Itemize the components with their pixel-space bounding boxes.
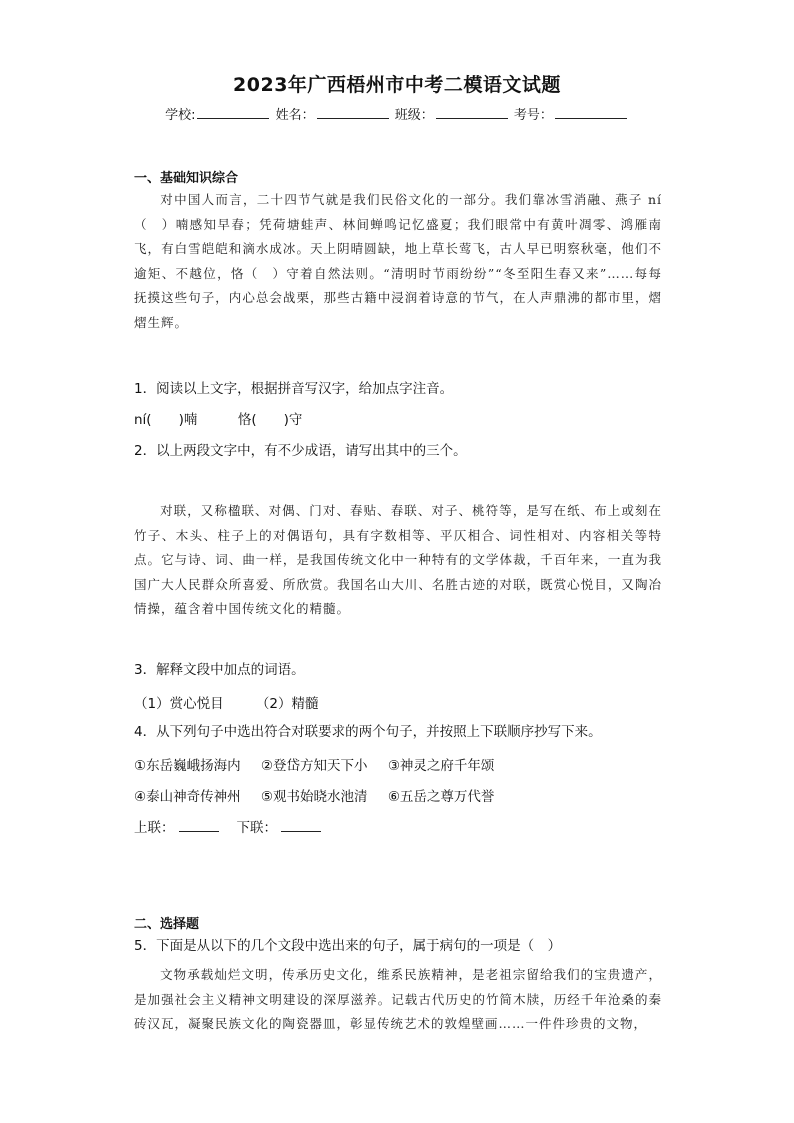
question-1: 1．阅读以上文字，根据拼音写汉字，给加点字注音。 xyxy=(134,381,454,397)
q4-answer-line xyxy=(134,816,337,836)
name-blank[interactable] xyxy=(317,107,389,119)
passage-solar-terms xyxy=(134,188,662,335)
q4-option-3: ③神灵之府千年颂 xyxy=(387,758,495,774)
question-1-answer: ní( )喃 恪( )守 xyxy=(134,412,303,428)
section-heading-basic: 一、基础知识综合 xyxy=(134,171,239,186)
question-2: 2．以上两段文字中，有不少成语，请写出其中的三个。 xyxy=(134,443,467,459)
q4-option-5: ⑤观书始晓水池清 xyxy=(260,789,368,805)
q3-item-1: （1）赏心悦目 xyxy=(134,696,224,712)
passage-solar-terms-text: 对中国人而言，二十四节气就是我们民俗文化的一部分。我们靠冰雪消融、燕子 ní（ ）喃感知早春；凭荷塘蛙声、林间蝉鸣记忆盛夏；我们眼常中有黄叶凋零、鸿雁南飞，有白雪皑皑和滴水成冰。天上阴晴圆缺，地上草长莺飞，古人早已明察秋毫，他们不逾矩、不越位，恪（ ）守着自然法则。“清明时节雨纷纷”“冬至阳生春又来”……每每抚摸这些句子，内心总会战栗，那些古籍中浸润着诗意的节气，在人声鼎沸的都市里，熠熠生辉。 xyxy=(134,192,662,330)
school-blank[interactable] xyxy=(197,107,269,119)
q4-option-1: ①东岳巍峨扬海内 xyxy=(134,758,241,774)
upper-couplet-label: 上联： xyxy=(134,820,175,836)
question-3-items xyxy=(134,692,334,712)
passage-couplets xyxy=(134,499,662,622)
q4-option-4: ④泰山神奇传神州 xyxy=(134,789,241,805)
lower-couplet-label: 下联： xyxy=(236,820,277,836)
upper-couplet-blank[interactable] xyxy=(179,821,219,832)
school-label: 学校: xyxy=(165,108,196,123)
exam-no-label: 考号： xyxy=(513,108,553,123)
lower-couplet-blank[interactable] xyxy=(281,821,321,832)
passage-cultural-relics-text: 文物承载灿烂文明，传承历史文化，维系民族精神，是老祖宗留给我们的宝贵遗产，是加强社会主义精神文明建设的深厚滋养。记载古代历史的竹简木牍，历经千年沧桑的秦砖汉瓦，凝聚民族文化的陶瓷器皿，彰显传统艺术的敦煌壁画……一件件珍贵的文物， xyxy=(134,967,662,1031)
class-blank[interactable] xyxy=(436,107,508,119)
name-label: 姓名： xyxy=(275,108,315,123)
q3-item-2: （2）精髓 xyxy=(255,696,319,712)
section-heading-choice: 二、选择题 xyxy=(134,917,200,932)
passage-cultural-relics xyxy=(134,963,662,1037)
question-3: 3．解释文段中加点的词语。 xyxy=(134,662,305,678)
q4-options-row-1 xyxy=(134,754,510,774)
class-label: 班级： xyxy=(394,108,434,123)
exam-title: 2023年广西梧州市中考二模语文试题 xyxy=(233,74,561,96)
q4-option-2: ②登岱方知天下小 xyxy=(260,758,368,774)
q4-option-6: ⑥五岳之尊万代誉 xyxy=(387,789,495,805)
question-4: 4．从下列句子中选出符合对联要求的两个句子，并按照上下联顺序抄写下来。 xyxy=(134,724,602,740)
student-info-line xyxy=(0,104,794,123)
question-5: 5．下面是从以下的几个文段中选出来的句子，属于病句的一项是（ ） xyxy=(134,938,562,954)
q4-options-row-2 xyxy=(134,785,510,805)
exam-no-blank[interactable] xyxy=(555,107,627,119)
passage-couplets-text: 对联，又称楹联、对偶、门对、春贴、春联、对子、桃符等，是写在纸、布上或刻在竹子、木头、柱子上的对偶语句，具有字数相等、平仄相合、词性相对、内容相关等特点。它与诗、词、曲一样，是我国传统文化中一种特有的文学体裁，千百年来，一直为我国广大人民群众所喜爱、所欣赏。我国名山大川、名胜古迹的对联，既赏心悦目，又陶冶情操，蕴含着中国传统文化的精髓。 xyxy=(134,503,662,616)
